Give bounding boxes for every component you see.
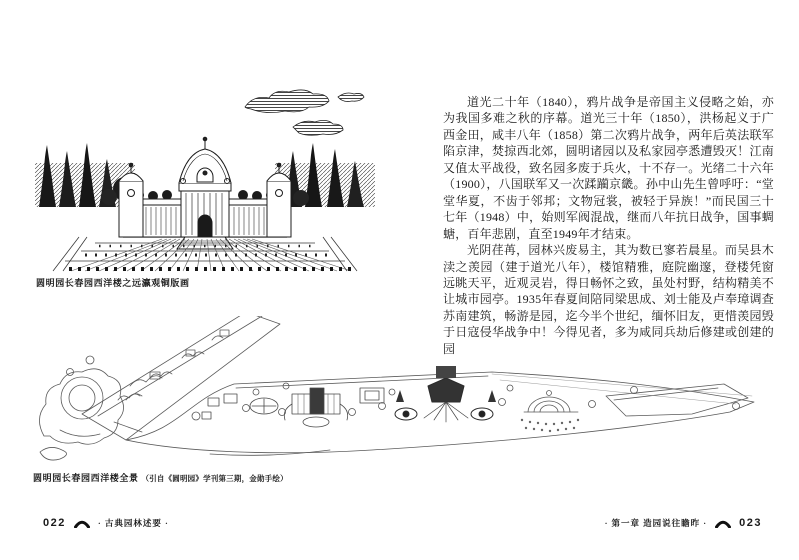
panorama-illustration: [30, 316, 770, 468]
chapter-title: · 第一章 造园说往瞻昨 ·: [604, 518, 708, 528]
panorama-central-fountains: [395, 366, 496, 422]
arc-bridge-icon: [74, 519, 90, 528]
page-number-left: 022: [43, 517, 66, 529]
panorama-trees: [67, 356, 740, 420]
panorama-caption: [33, 471, 288, 484]
engraving-caption: 圆明园长春园西洋楼之远瀛观铜版画: [36, 278, 190, 288]
footer-right: [605, 517, 762, 529]
panorama-left-pond: [39, 369, 142, 460]
engraving-illustration: [35, 85, 375, 273]
clouds: [245, 90, 364, 135]
page-number-right: 023: [739, 517, 762, 529]
panorama-caption-title: 圆明园长春园西洋楼全景: [33, 473, 139, 483]
arc-bridge-icon: [715, 519, 731, 528]
panorama-north-arm: [82, 316, 280, 440]
panorama-dome: [521, 391, 579, 433]
panorama-buildings: [202, 388, 384, 427]
palace-facade: [119, 137, 291, 249]
paragraph-1: 道光二十年（1840），鸦片战争是帝国主义侵略之始，亦为我国多难之秋的序幕。道光三十年（1850），洪杨起义于广西金田，咸丰八年（1858）第二次鸦片战争，两年后英法联军陷京津，焚掠西北郊，圆明诸园以及私家园亭悉遭毁灭！江南又值太平战役，致名园多废于兵火，十不存一。光绪二十六年（1900），八国联军又一次蹂躏京畿。孙中山先生曾呼吁：“堂堂华夏，不齿于邻邦；文物冠裳，被轻于异族！”而民国三十七年（1948）中，始则军阀混战，继而八年抗日战争，国事蜩螗，百年悲剧，直至1949年才结束。: [443, 95, 774, 241]
panorama-caption-note: （引自《圆明园》学刊第三期，金勋手绘）: [141, 474, 288, 483]
series-title: · 古典园林述要 ·: [97, 518, 169, 528]
footer-left: [43, 517, 169, 529]
paragraph-2: 光阴荏苒，园林兴废易主，其为数已寥若晨星。而吴县木渎之羡园（建于道光八年），楼馆精雅，庭院幽邃，登楼凭窗远眺天平，近观灵岩，得日畅怀之致，虽处村野，结构精美不让城市园亭。1935年春夏间陪同梁思成、刘士能及卢奉璋调查苏南建筑，畅游是园，迄今半个世纪，缅怀旧友，更惜羡园毁于日寇侵华战争中！今得见者，多为咸同兵劫后修建或创建的园: [443, 243, 774, 356]
